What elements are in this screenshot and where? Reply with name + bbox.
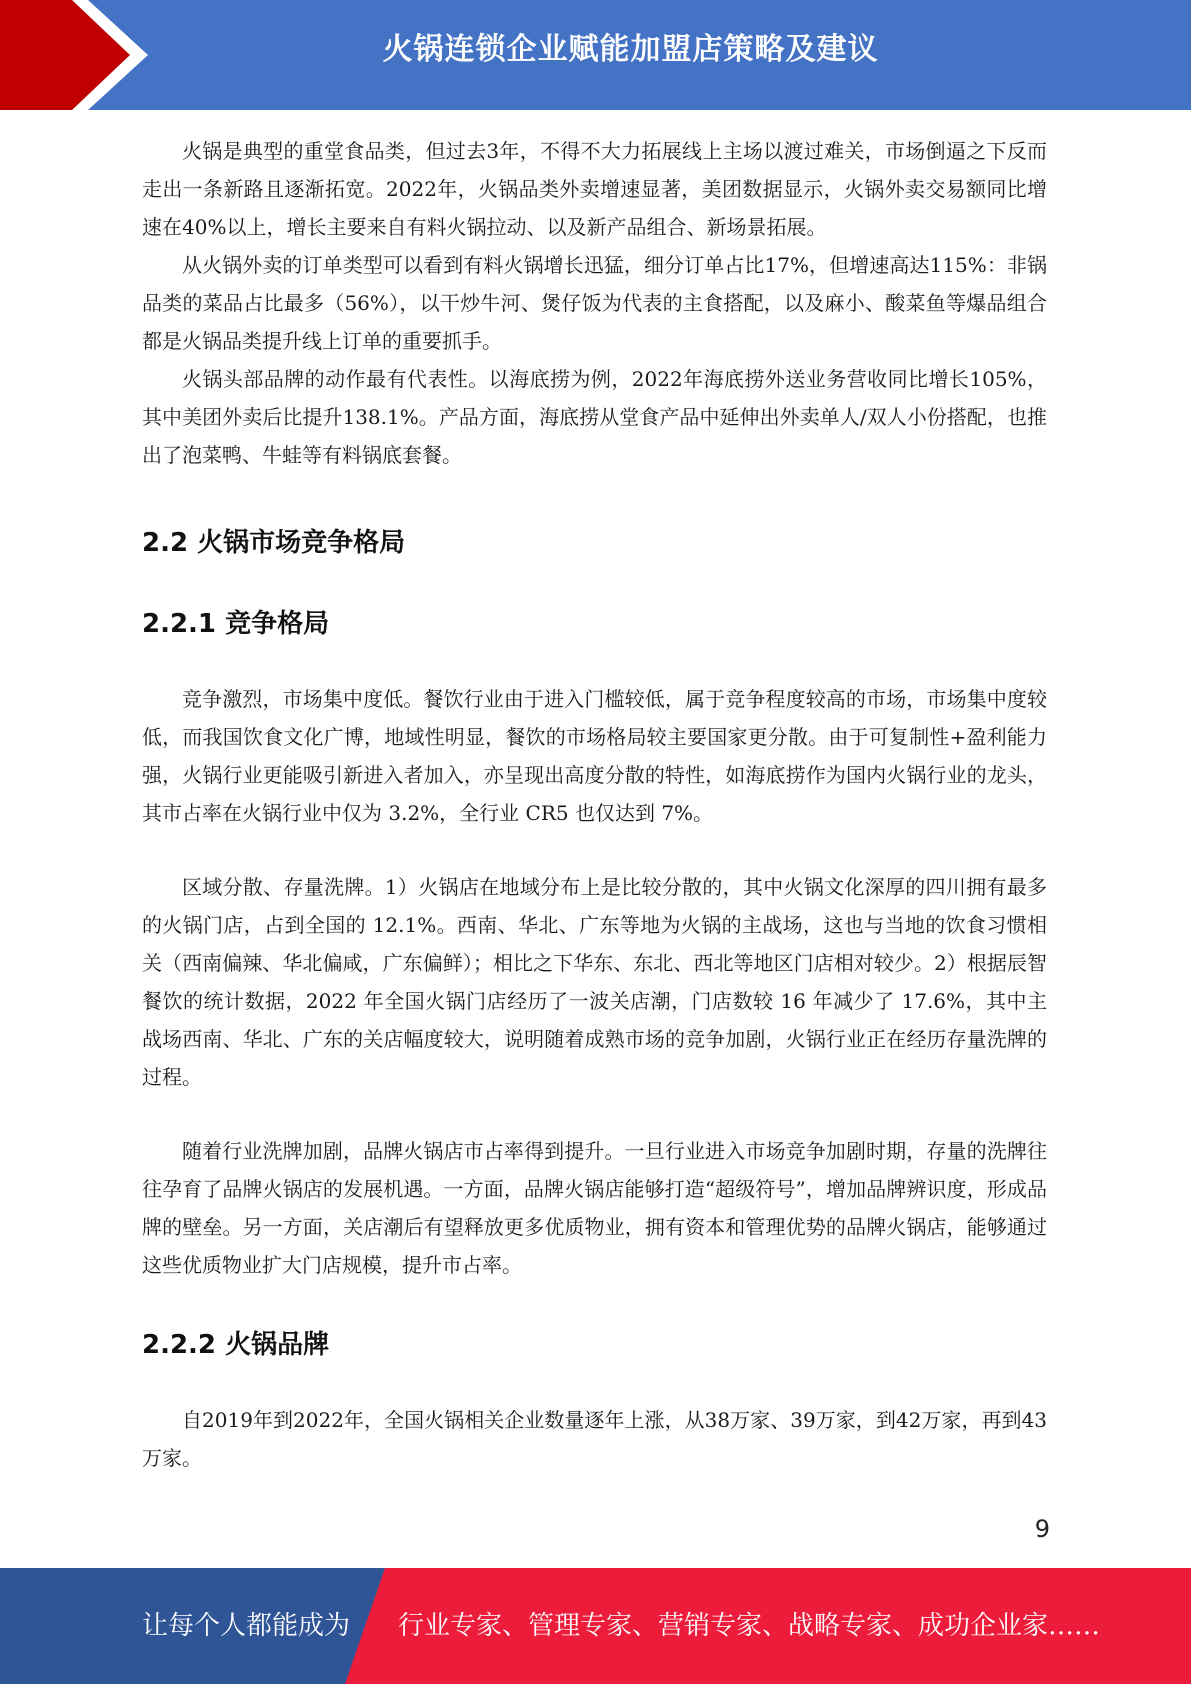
page-number: 9 bbox=[1034, 1515, 1050, 1543]
footer-slogan-right: 行业专家、管理专家、营销专家、战略专家、成功企业家…… bbox=[398, 1611, 1101, 1641]
intro-paragraph-3: 火锅头部品牌的动作最有代表性。以海底捞为例，2022年海底捞外送业务营收同比增长105%，其中美团外卖后比提升138.1%。产品方面，海底捞从堂食产品中延伸出外卖单人/双人小份搭配，也推出了泡菜鸭、牛蛙等有料锅底套餐。 bbox=[142, 367, 1047, 467]
competition-paragraph-3: 随着行业洗牌加剧，品牌火锅店市占率得到提升。一旦行业进入市场竞争加剧时期，存量的洗牌往往孕育了品牌火锅店的发展机遇。一方面，品牌火锅店能够打造“超级符号”，增加品牌辨识度，形成品牌的壁垒。另一方面，关店潮后有望释放更多优质物业，拥有资本和管理优势的品牌火锅店，能够通过这些优质物业扩大门店规模，提升市占率。 bbox=[142, 1139, 1047, 1277]
page-header bbox=[0, 0, 1191, 110]
document-body bbox=[142, 132, 1047, 1477]
header-title: 火锅连锁企业赋能加盟店策略及建议 bbox=[382, 32, 879, 67]
competition-paragraph-2: 区域分散、存量洗牌。1）火锅店在地域分布上是比较分散的，其中火锅文化深厚的四川拥有最多的火锅门店，占到全国的 12.1%。西南、华北、广东等地为火锅的主战场，这也与当地的饮食习惯相关（西南偏辣、华北偏咸，广东偏鲜）；相比之下华东、东北、西北等地区门店相对较少。2）根据辰智餐饮的统计数据，2022 年全国火锅门店经历了一波关店潮，门店数较 16 年减少了 17.6%，其中主战场西南、华北、广东的关店幅度较大，说明随着成熟市场的竞争加剧，火锅行业正在经历存量洗牌的过程。 bbox=[142, 875, 1047, 1089]
brand-paragraph-1: 自2019年到2022年，全国火锅相关企业数量逐年上涨，从38万家、39万家，到42万家，再到43万家。 bbox=[142, 1408, 1047, 1470]
section-heading-2-2: 2.2 火锅市场竞争格局 bbox=[142, 528, 406, 558]
competition-paragraph-1: 竞争激烈，市场集中度低。餐饮行业由于进入门槛较低，属于竞争程度较高的市场，市场集中度较低，而我国饮食文化广博，地域性明显，餐饮的市场格局较主要国家更分散。由于可复制性+盈利能力强，火锅行业更能吸引新进入者加入，亦呈现出高度分散的特性，如海底捞作为国内火锅行业的龙头，其市占率在火锅行业中仅为 3.2%，全行业 CR5 也仅达到 7%。 bbox=[142, 687, 1047, 825]
section-heading-2-2-2: 2.2.2 火锅品牌 bbox=[142, 1330, 330, 1360]
intro-paragraph-1: 火锅是典型的重堂食品类，但过去3年，不得不大力拓展线上主场以渡过难关，市场倒逼之下反而走出一条新路且逐渐拓宽。2022年，火锅品类外卖增速显著，美团数据显示，火锅外卖交易额同比增速在40%以上，增长主要来自有料火锅拉动、以及新产品组合、新场景拓展。 bbox=[142, 139, 1047, 239]
page-footer bbox=[0, 1568, 1191, 1684]
intro-paragraph-2: 从火锅外卖的订单类型可以看到有料火锅增长迅猛，细分订单占比17%，但增速高达115%：非锅品类的菜品占比最多（56%），以干炒牛河、煲仔饭为代表的主食搭配，以及麻小、酸菜鱼等爆品组合都是火锅品类提升线上订单的重要抓手。 bbox=[142, 253, 1047, 353]
footer-slogan-left: 让每个人都能成为 bbox=[142, 1611, 351, 1641]
section-heading-2-2-1: 2.2.1 竞争格局 bbox=[142, 609, 330, 639]
